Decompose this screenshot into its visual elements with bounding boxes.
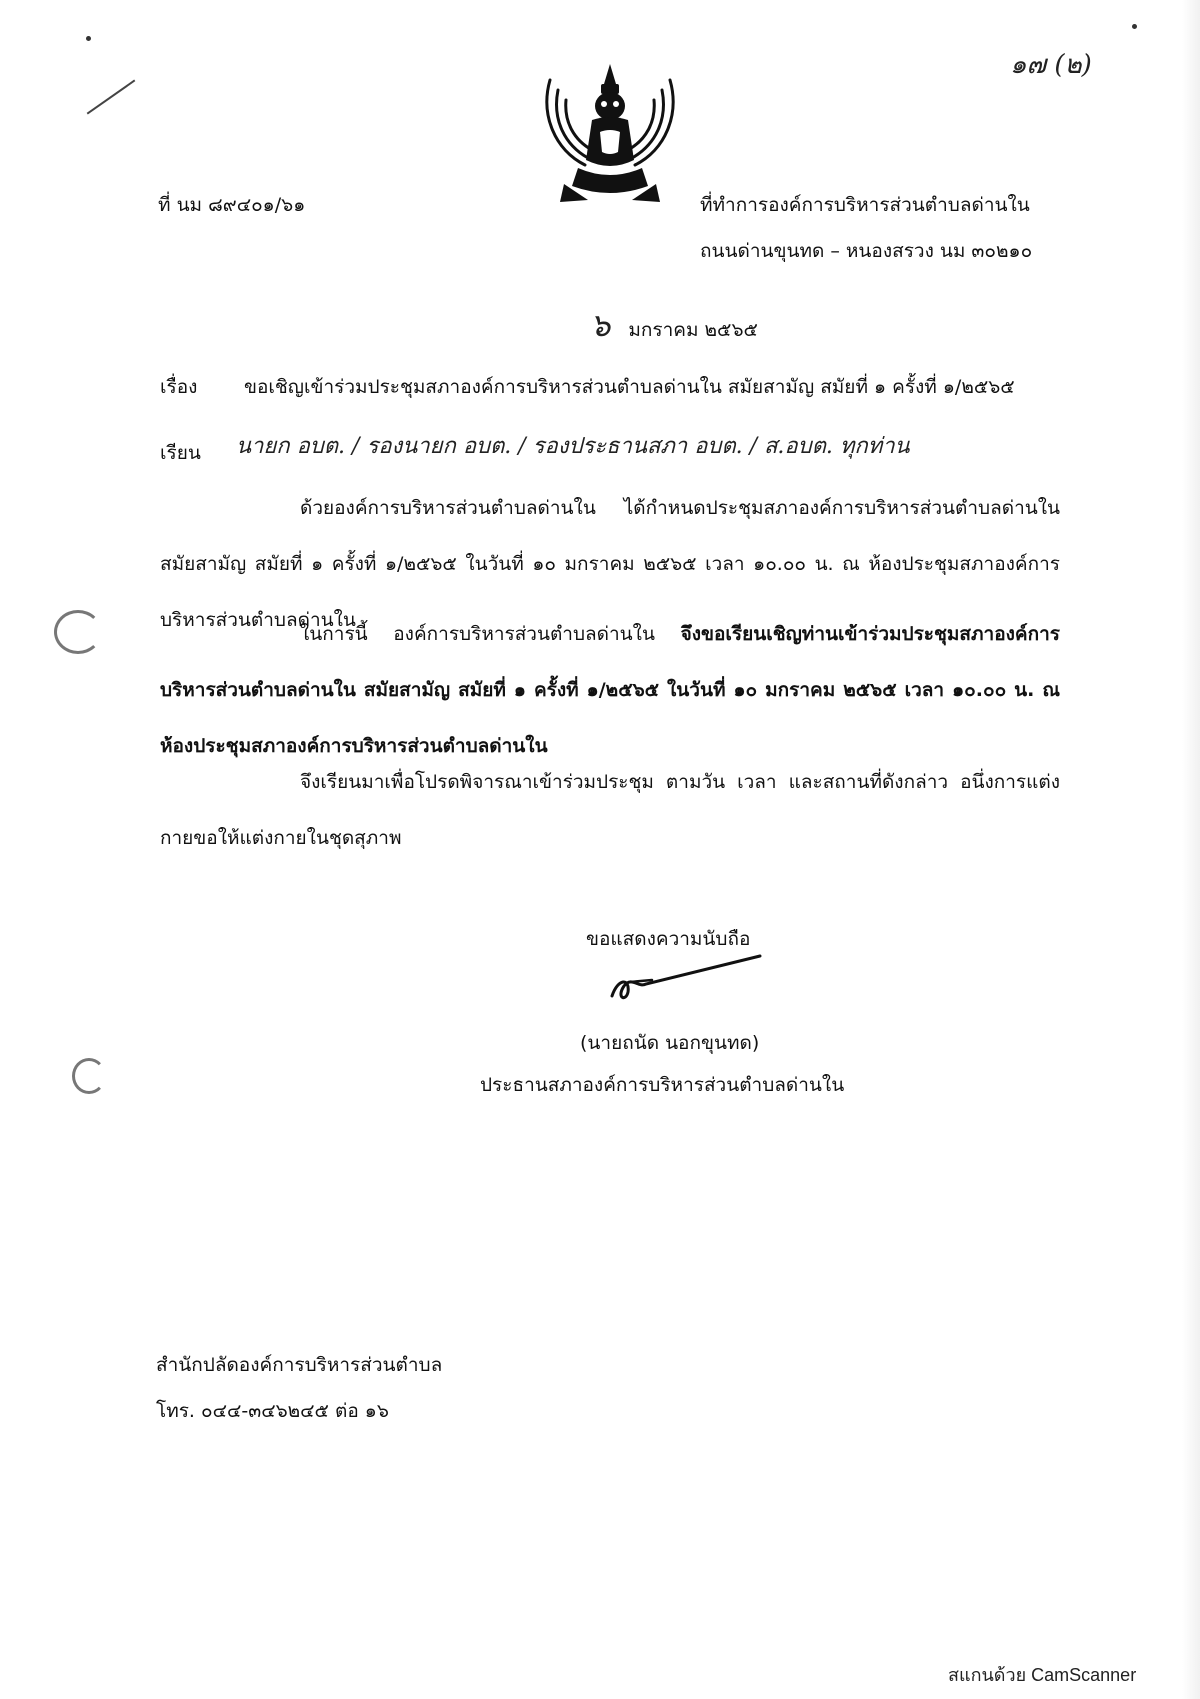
signatory-name: (นายถนัด นอกขุนทด) [580, 1032, 760, 1054]
pen-stroke-mark [87, 80, 136, 115]
garuda-emblem-icon [530, 60, 690, 210]
scan-hole-mark [72, 1058, 106, 1094]
document-date [590, 300, 758, 351]
signatory-position: ประธานสภาองค์การบริหารส่วนตำบลด่านใน [480, 1074, 845, 1096]
scan-dot [86, 36, 91, 41]
body-paragraph-3 [160, 754, 1060, 866]
footer-department: สำนักปลัดองค์การบริหารส่วนตำบล [156, 1354, 443, 1376]
body-paragraph-1-text: ด้วยองค์การบริหารส่วนตำบลด่านใน ได้กำหนดประชุมสภาองค์การบริหารส่วนตำบลด่านใน สมัยสามัญ สมัยที่ ๑ ครั้งที่ ๑/๒๕๖๕ ในวันที่ ๑๐ มกราคม ๒๕๖๕ เวลา ๑๐.๐๐ น. ณ ห้องประชุมสภาองค์การบริหารส่วนตำบลด่านใน [160, 497, 1060, 631]
body-paragraph-2-bold: จึงขอเรียนเชิญท่านเข้าร่วมประชุมสภาองค์การบริหารส่วนตำบลด่านใน สมัยสามัญ สมัยที่ ๑ ครั้งที่ ๑/๒๕๖๕ ในวันที่ ๑๐ มกราคม ๒๕๖๕ เวลา ๑๐.๐๐ น. ณ ห้องประชุมสภาองค์การบริหารส่วนตำบลด่านใน [160, 623, 1060, 757]
body-paragraph-2-intro: ในการนี้ องค์การบริหารส่วนตำบลด่านใน [300, 623, 681, 645]
page-mark: ๑๗ (๒) [1010, 50, 1092, 80]
recipient-label: เรียน [160, 442, 201, 464]
subject-text: ขอเชิญเข้าร่วมประชุมสภาองค์การบริหารส่วนตำบลด่านใน สมัยสามัญ สมัยที่ ๑ ครั้งที่ ๑/๒๕๖๕ [244, 376, 1015, 398]
recipient-handwritten: นายก อบต. / รองนายก อบต. / รองประธานสภา อบต. / ส.อบต. ทุกท่าน [236, 434, 910, 459]
camscanner-watermark: สแกนด้วย CamScanner [948, 1665, 1137, 1685]
office-address-line-2: ถนนด่านขุนทด – หนองสรวง นม ๓๐๒๑๐ [700, 240, 1033, 262]
body-paragraph-3-text: จึงเรียนมาเพื่อโปรดพิจารณาเข้าร่วมประชุม ตามวัน เวลา และสถานที่ดังกล่าว อนึ่งการแต่งกายขอให้แต่งกายในชุดสุภาพ [160, 771, 1060, 849]
date-month-year: มกราคม ๒๕๖๕ [628, 319, 758, 341]
body-paragraph-2 [160, 606, 1060, 774]
scan-hole-mark [54, 610, 102, 654]
reference-number: ที่ นม ๘๙๔๐๑/๖๑ [158, 194, 306, 216]
closing-regards: ขอแสดงความนับถือ [586, 928, 751, 950]
date-day-handwritten: ๖ [590, 306, 611, 344]
handwritten-signature [608, 952, 768, 1008]
scan-edge-shadow [1182, 0, 1200, 1699]
office-address-line-1: ที่ทำการองค์การบริหารส่วนตำบลด่านใน [700, 194, 1030, 216]
footer-phone: โทร. ๐๔๔-๓๔๖๒๔๕ ต่อ ๑๖ [156, 1400, 389, 1422]
scan-dot [1132, 24, 1137, 29]
subject-label: เรื่อง [160, 376, 198, 398]
